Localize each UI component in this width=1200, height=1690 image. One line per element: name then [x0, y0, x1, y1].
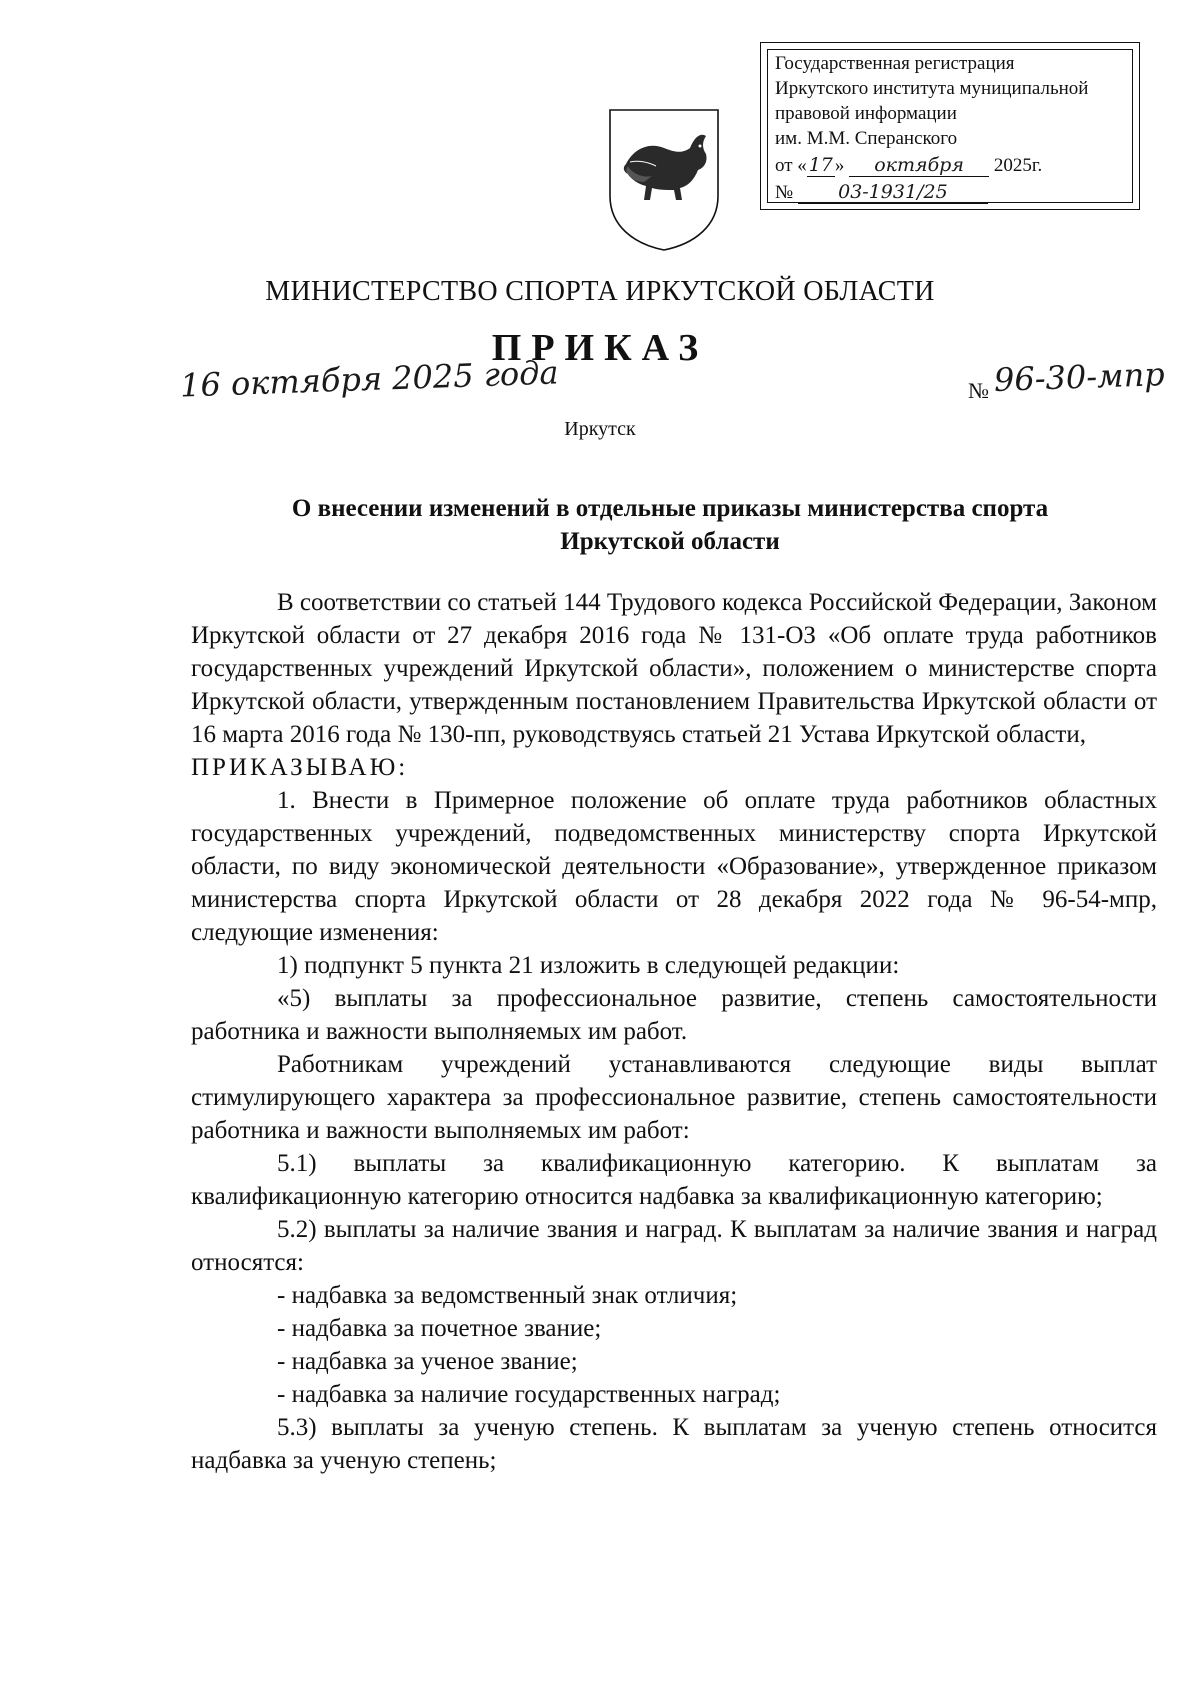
- paragraph-5-3: 5.3) выплаты за ученую степень. К выплатам за ученую степень относится надбавка за ученую степень;: [191, 1414, 1157, 1474]
- order-date-handwritten: 16 октября 2025 года: [179, 353, 560, 405]
- list-item: - надбавка за ученое звание;: [277, 1348, 578, 1375]
- registration-number-prefix: №: [775, 182, 794, 203]
- registration-date-prefix: от «: [775, 155, 807, 176]
- registration-line-1: Государственная регистрация: [775, 53, 1015, 74]
- paragraph-workers: Работникам учреждений устанавливаются следующие виды выплат стимулирующего характера за профессиональное развитие, степень самостоятельности работника и важности выполняемых им работ:: [191, 1051, 1157, 1144]
- heading-line-2: Иркутской области: [560, 528, 780, 555]
- registration-number: [775, 181, 988, 204]
- list-item: - надбавка за ведомственный знак отличия;: [277, 1282, 738, 1309]
- paragraph-quote-5: «5) выплаты за профессиональное развитие, степень самостоятельности работника и важности выполняемых им работ.: [191, 985, 1157, 1045]
- city: Иркутск: [564, 418, 636, 440]
- paragraph-item-1: 1. Внести в Примерное положение об оплате труда работников областных государственных учреждений, подведомственных министерству спорта Иркутской области, по виду экономической деятельности «Образование», утвержденное приказом министерства спорта Иркутской области от 28 декабря 2022 года № 96-54-мпр, следующие изменения:: [191, 787, 1157, 946]
- registration-date-day: 17: [808, 154, 833, 176]
- registration-date-mid: »: [834, 155, 845, 176]
- paragraph-subitem-1: 1) подпункт 5 пункта 21 изложить в следующей редакции:: [277, 952, 900, 979]
- babr-icon: [624, 135, 707, 200]
- registration-number-value: 03-1931/25: [798, 181, 988, 204]
- paragraph-5-1: 5.1) выплаты за квалификационную категорию. К выплатам за квалификационную категорию относится надбавка за квалификационную категорию;: [191, 1150, 1157, 1210]
- registration-stamp: [760, 42, 1140, 210]
- order-number-label: №: [968, 378, 989, 403]
- coat-of-arms-icon: [604, 104, 724, 254]
- registration-date: [775, 154, 1042, 177]
- paragraph-order-word: ПРИКАЗЫВАЮ:: [191, 754, 409, 781]
- registration-line-4: им. М.М. Сперанского: [775, 128, 958, 149]
- heading-line-1: О внесении изменений в отдельные приказы министерства спорта: [291, 495, 1049, 522]
- registration-line-3: правовой информации: [775, 103, 957, 124]
- registration-line-2: Иркутского института муниципальной: [775, 78, 1089, 99]
- registration-date-month: октября: [849, 154, 989, 177]
- document-heading: [200, 492, 1140, 558]
- registration-date-suffix: г.: [1031, 155, 1043, 176]
- document-body: [191, 586, 1157, 1477]
- order-title: ПРИКАЗ: [491, 327, 709, 369]
- registration-date-year: 2025: [993, 155, 1032, 176]
- paragraph-preamble: В соответствии со статьей 144 Трудового кодекса Российской Федерации, Законом Иркутской области от 27 декабря 2016 года № 131-ОЗ «Об оплате труда работников государственных учреждений Иркутской области», положением о министерстве спорта Иркутской области, утвержденным постановлением Правительства Иркутской области от 16 марта 2016 года № 130-пп, руководствуясь статьей 21 Устава Иркутской области,: [191, 589, 1157, 748]
- list-item: - надбавка за наличие государственных наград;: [277, 1381, 781, 1408]
- ministry-name: МИНИСТЕРСТВО СПОРТА ИРКУТСКОЙ ОБЛАСТИ: [265, 276, 935, 307]
- order-number-handwritten: 96-30-мпр: [993, 355, 1166, 399]
- list-item: - надбавка за почетное звание;: [277, 1315, 602, 1342]
- paragraph-5-2: 5.2) выплаты за наличие звания и наград. К выплатам за наличие звания и наград относятся:: [191, 1216, 1157, 1276]
